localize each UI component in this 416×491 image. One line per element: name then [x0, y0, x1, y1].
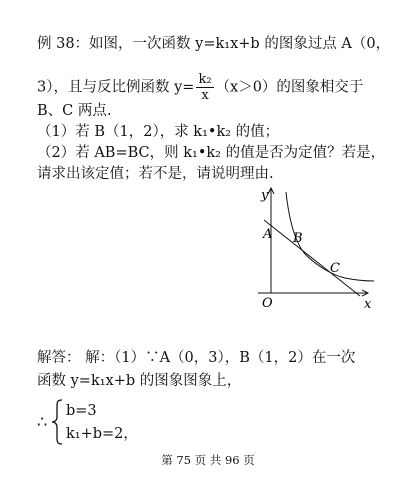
question-1: （1）若 B（1，2），求 k₁•k₂ 的值； [37, 124, 280, 140]
question-2-line-1: （2）若 AB=BC，则 k₁•k₂ 的值是否为定值？若是， [37, 145, 386, 161]
origin-label: O [262, 296, 273, 311]
problem-line-2 [37, 72, 363, 103]
equation-2-text: k₁+b=2 [66, 426, 124, 442]
point-c-label: C [330, 261, 340, 276]
equation-1: b=3 [66, 403, 97, 419]
function-graph-figure [250, 180, 390, 320]
problem-line-3: B、C 两点. [37, 103, 112, 119]
problem-line-1: 例 38：如图，一次函数 y=k₁x+b 的图象过点 A（0， [37, 36, 391, 52]
equation-2-comma: ， [123, 426, 138, 442]
problem-line-2-end: （x＞0）的图象相交于 [215, 79, 364, 96]
linear-function-line [264, 220, 360, 296]
point-b-label: B [293, 231, 303, 246]
equation-system-brace [50, 398, 64, 446]
problem-line-2-start: 3），且与反比例函数 y= [37, 79, 195, 96]
equation-2 [66, 424, 138, 444]
fraction-k2-over-x [196, 72, 213, 103]
x-axis-label: x [364, 297, 372, 312]
fraction-numerator: k₂ [198, 72, 212, 87]
solution-line-2: 函数 y=k₁x+b 的图象图象上， [37, 373, 242, 389]
y-axis-label: y [261, 188, 269, 203]
therefore-symbol: ∴ [37, 412, 48, 431]
question-2-line-2: 请求出该定值；若不是，请说明理由. [37, 166, 274, 182]
page-footer: 第 75 页 共 96 页 [161, 453, 255, 467]
point-a-label: A [263, 227, 273, 242]
solution-line-1: 解答： 解：（1）∵A（0，3），B（1，2）在一次 [37, 350, 356, 366]
fraction-denominator: x [201, 88, 209, 103]
